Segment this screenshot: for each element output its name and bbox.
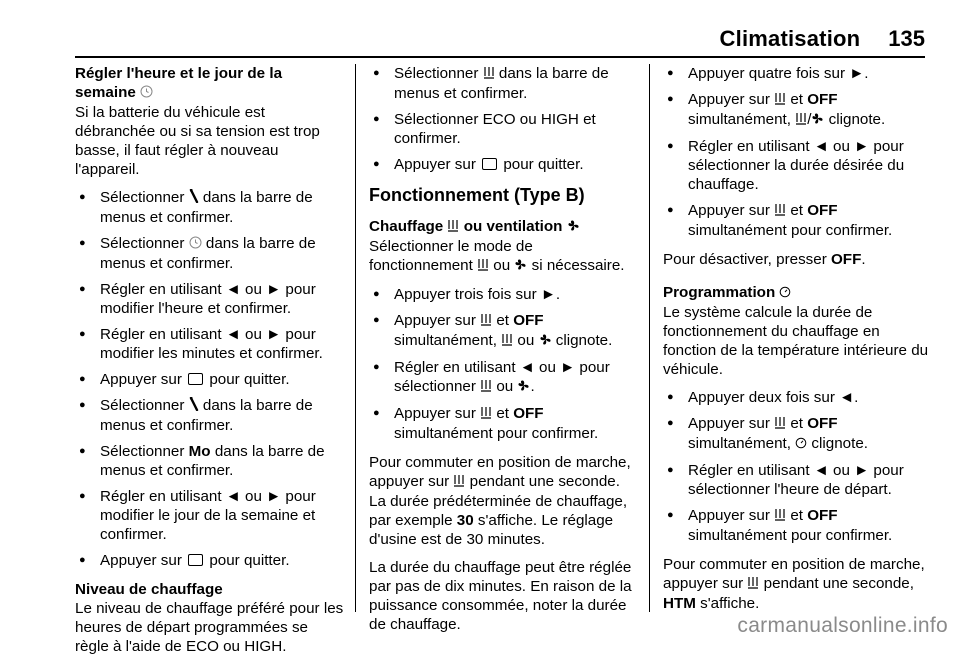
- list-item: ● Appuyer sur et OFF simultanément pour confirmer.: [369, 404, 637, 443]
- steps-list-type-b: [369, 285, 637, 443]
- column-divider-2: [649, 64, 650, 612]
- screen-exit-icon: [482, 158, 497, 170]
- steps-list-time: [75, 188, 345, 570]
- list-item: ● Sélectionner dans la barre de menus et confirmer.: [75, 396, 345, 435]
- heat-waves-icon: [480, 312, 492, 331]
- list-item: ● Appuyer sur et OFF simultanément pour confirmer.: [663, 201, 929, 240]
- steps-list-duration: [663, 64, 929, 240]
- paragraph-htm: Pour commuter en position de marche, appuyer sur pendant une seconde, HTM s'affiche.: [663, 556, 925, 612]
- fan-icon: [539, 332, 552, 351]
- list-item: ● Appuyer quatre fois sur ►.: [663, 64, 929, 83]
- heat-waves-icon: [747, 575, 759, 594]
- paragraph-switch-on: Pour commuter en position de marche, appuyer sur pendant une seconde. La durée prédéterminée de chauffage, par exemple 30 s'affiche. Le réglage d'usine est de 30 minutes.: [369, 454, 631, 548]
- steps-list-eco: [369, 64, 637, 174]
- fan-icon: [567, 218, 580, 237]
- screen-exit-icon: [188, 373, 203, 385]
- steps-list-programming: [663, 388, 929, 545]
- list-item: ● Sélectionner ECO ou HIGH et confirmer.: [369, 110, 637, 148]
- page-title: Climatisation: [719, 26, 861, 51]
- heat-waves-icon: [480, 405, 492, 424]
- page-header: [75, 24, 925, 54]
- list-item: ● Régler en utilisant ◄ ou ► pour modifier les minutes et confirmer.: [75, 325, 345, 363]
- list-item: ● Sélectionner dans la barre de menus et confirmer.: [369, 64, 637, 103]
- timer-icon: [779, 284, 791, 303]
- section-heading-type-b: Fonctionnement (Type B): [369, 185, 585, 205]
- screen-exit-icon: [188, 554, 203, 566]
- subheading-heating-ventilation: Chauffage ou ventilation: [369, 217, 637, 237]
- fan-icon: [514, 257, 527, 276]
- intro-paragraph: Si la batterie du véhicule est débranchée ou si sa tension est trop basse, il faut régler à nouveau l'appareil.: [75, 104, 320, 178]
- heat-waves-icon: [477, 257, 489, 276]
- clock-icon: [189, 235, 202, 254]
- subheading-heating-level: Niveau de chauffage: [75, 581, 223, 598]
- page-number: 135: [888, 26, 925, 51]
- heat-waves-icon: [774, 91, 786, 110]
- wrench-icon: [189, 397, 199, 416]
- list-item: ● Appuyer sur et OFF simultanément pour confirmer.: [663, 506, 929, 545]
- heat-waves-icon: [774, 202, 786, 221]
- heat-waves-icon: [795, 111, 807, 130]
- clock-icon: [140, 84, 153, 103]
- watermark: carmanualsonline.info: [737, 614, 948, 637]
- heat-waves-icon: [483, 65, 495, 84]
- column-1: [75, 64, 345, 665]
- list-item: ● Appuyer sur pour quitter.: [75, 551, 345, 570]
- list-item: ● Appuyer sur et OFF simultanément, / clignote.: [663, 90, 929, 130]
- timer-icon: [795, 435, 807, 454]
- list-item: ● Régler en utilisant ◄ ou ► pour modifier le jour de la semaine et confirmer.: [75, 487, 345, 544]
- paragraph-deactivate: Pour désactiver, presser OFF.: [663, 251, 866, 268]
- list-item: ● Régler en utilisant ◄ ou ► pour sélectionner la durée désirée du chauffage.: [663, 137, 929, 194]
- paragraph-programming: Le système calcule la durée de fonctionnement du chauffage en fonction de la température intérieure du véhicule.: [663, 304, 929, 378]
- list-item: ● Appuyer deux fois sur ◄.: [663, 388, 929, 407]
- paragraph-duration: La durée du chauffage peut être réglée par pas de dix minutes. En raison de la puissance consommée, noter la durée de chauffage.: [369, 559, 632, 633]
- heat-waves-icon: [774, 507, 786, 526]
- fan-icon: [517, 378, 530, 397]
- list-item: ● Sélectionner Mo dans la barre de menus et confirmer.: [75, 442, 345, 480]
- column-divider-1: [355, 64, 356, 612]
- list-item: ● Appuyer sur et OFF simultanément, clignote.: [663, 414, 929, 454]
- heat-waves-icon: [480, 378, 492, 397]
- section-heading-time-day: Régler l'heure et le jour de la semaine: [75, 65, 283, 101]
- list-item: ● Appuyer trois fois sur ►.: [369, 285, 637, 304]
- list-item: ● Régler en utilisant ◄ ou ► pour sélectionner ou .: [369, 358, 637, 397]
- subheading-programming: Programmation: [663, 283, 929, 303]
- heat-waves-icon: [774, 415, 786, 434]
- list-item: ● Régler en utilisant ◄ ou ► pour sélectionner l'heure de départ.: [663, 461, 929, 499]
- column-3: [663, 64, 929, 622]
- list-item: ● Régler en utilisant ◄ ou ► pour modifier l'heure et confirmer.: [75, 280, 345, 318]
- list-item: ● Appuyer sur pour quitter.: [369, 155, 637, 174]
- wrench-icon: [189, 189, 199, 208]
- list-item: ● Appuyer sur pour quitter.: [75, 370, 345, 389]
- list-item: ● Appuyer sur et OFF simultanément, ou clignote.: [369, 311, 637, 351]
- paragraph-heating-level: Le niveau de chauffage préféré pour les heures de départ programmées se règle à l'aide de ECO ou HIGH.: [75, 600, 344, 655]
- header-rule: [75, 56, 925, 58]
- paragraph-mode: Sélectionner le mode de fonctionnement ou si nécessaire.: [369, 238, 625, 274]
- column-2: [369, 64, 637, 643]
- list-item: ● Sélectionner dans la barre de menus et confirmer.: [75, 234, 345, 273]
- fan-icon: [811, 111, 824, 130]
- heat-waves-icon: [501, 332, 513, 351]
- heat-waves-icon: [453, 473, 465, 492]
- heat-waves-icon: [447, 218, 459, 237]
- list-item: ● Sélectionner dans la barre de menus et confirmer.: [75, 188, 345, 227]
